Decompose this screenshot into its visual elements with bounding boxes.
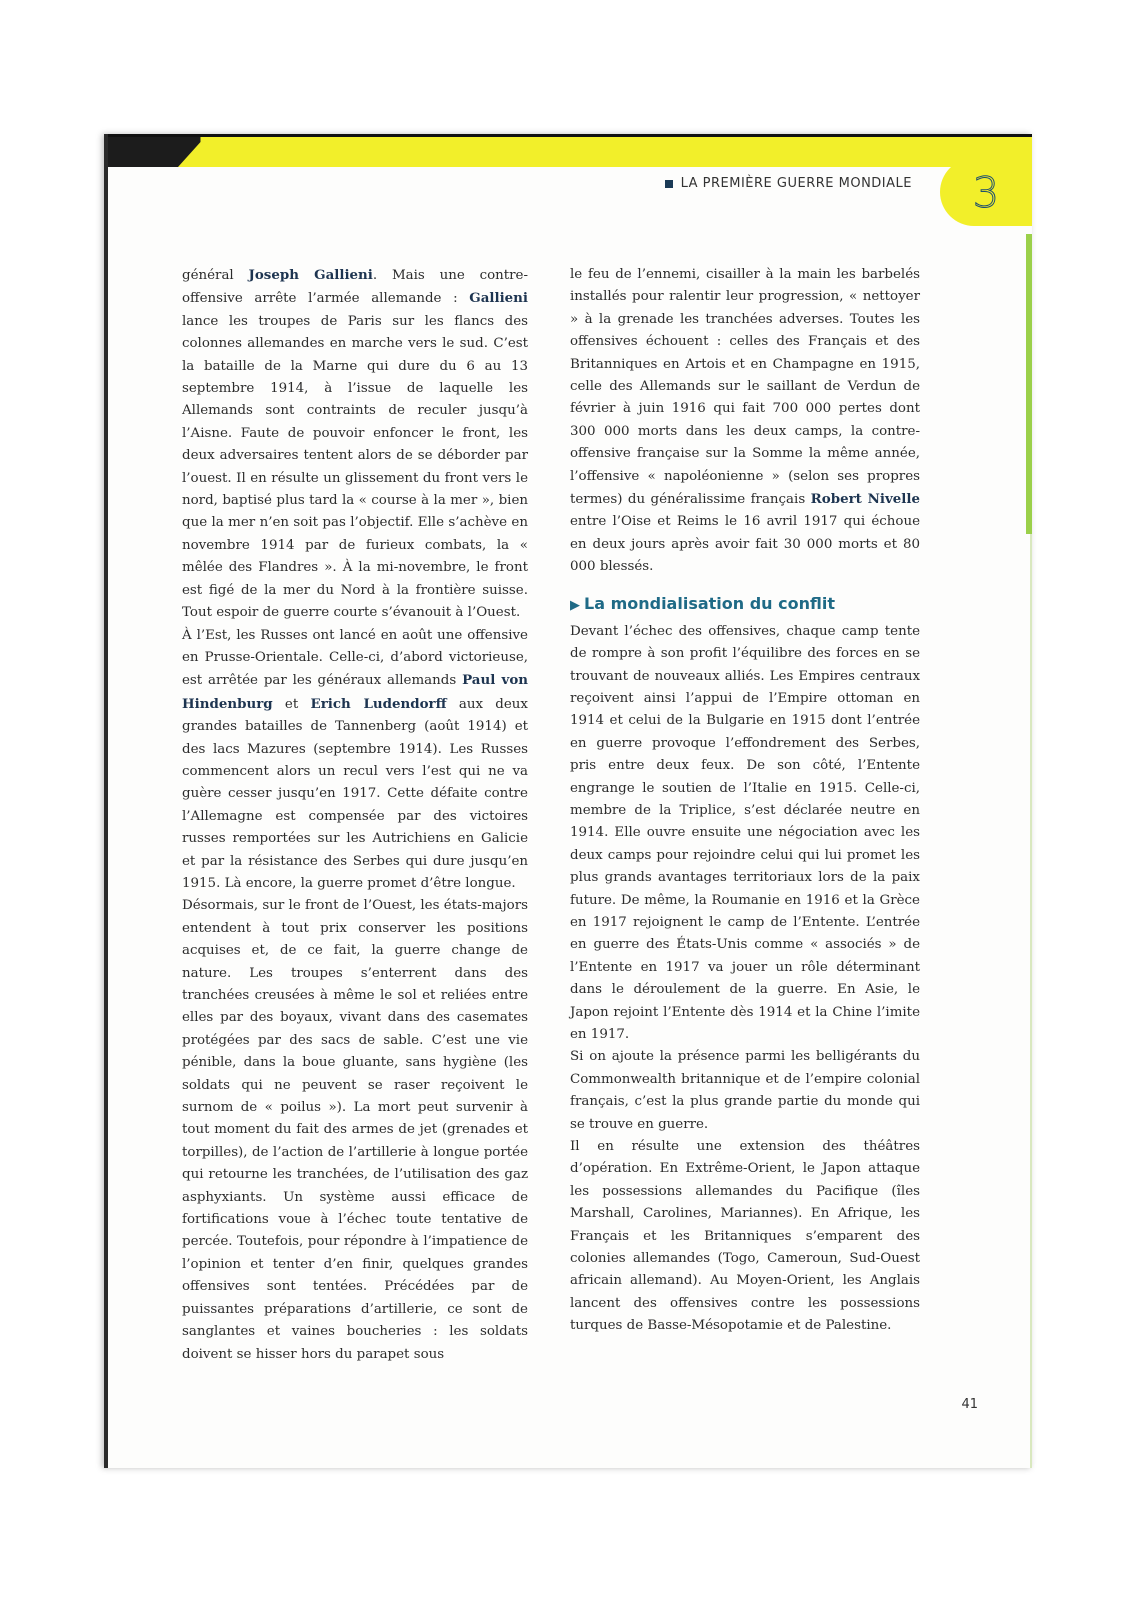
text-run: À l’Est, les Russes ont lancé en août une offensive en Prusse-Orientale. Celle-ci, d’abord victorieuse, est arrêtée par les généraux allemands xyxy=(182,627,528,689)
paragraph xyxy=(182,264,528,625)
running-header-title: LA PREMIÈRE GUERRE MONDIALE xyxy=(680,176,912,191)
paragraph: Désormais, sur le front de l’Ouest, les états-majors entendent à tout prix conserver les positions acquises et, de ce fait, la guerre change de nature. Les troupes s’enterrent dans des tranchées creusées à même le sol et reliées entre elles par des boyaux, vivant dans des casemates protégées par des sacs de sable. C’est une vie pénible, dans la boue gluante, sans hygiène (les soldats qui ne peuvent se raser reçoivent le surnom de « poilus »). La mort peut survenir à tout moment du fait des armes de jet (grenades et torpilles), de l’action de l’artillerie à longue portée qui retourne les tranchées, de l’utilisation des gaz asphyxiants. Un système aussi efficace de fortifications voue à l’échec toute tentative de percée. Toutefois, pour répondre à l’impatience de l’opinion et tenter d’en finir, quelques grandes offensives sont tentées. Précédées par de puissantes préparations d’artillerie, ce sont de sanglantes et vaines boucheries : les soldats doivent se hisser hors du parapet sous xyxy=(182,898,528,1362)
header-square-icon xyxy=(665,180,673,188)
text-run: général xyxy=(182,268,249,283)
text-run: le feu de l’ennemi, cisailler à la main les barbelés installés pour ralentir leur progression, « nettoyer » à la grenade les tranchées adverses. Toutes les offensives échouent : celles des Français et des Britanniques en Artois et en Champagne en 1915, celle des Allemands sur le saillant de Verdun de février à juin 1916 qui fait 700 000 pertes dont 300 000 morts dans les deux camps, la contre-offensive française sur la Somme la même année, l’offensive « napoléonienne » (selon ses propres termes) du généralissime français xyxy=(570,267,920,508)
triangle-arrow-icon: ▶ xyxy=(570,597,580,613)
text-run: aux deux grandes batailles de Tannenberg (août 1914) et des lacs Mazures (septembre 1914). Les Russes commencent alors un recul vers l’est qui ne va guère cesser jusqu’en 1917. Cette défaite contre l’Allemagne est compensée par des victoires russes remportées sur les Autrichiens en Galicie et par la résistance des Serbes qui dure jusqu’en 1915. Là encore, la guerre promet d’être longue. xyxy=(182,696,528,891)
left-column xyxy=(182,264,528,1366)
chapter-badge xyxy=(940,158,1032,226)
person-name: Gallieni xyxy=(469,290,528,307)
side-green-rule xyxy=(1026,234,1032,534)
text-run: et xyxy=(272,696,311,712)
section-heading-text: La mondialisation du conflit xyxy=(584,593,835,613)
text-run: entre l’Oise et Reims le 16 avril 1917 qui échoue en deux jours après avoir fait 30 000 morts et 80 000 blessés. xyxy=(570,514,920,575)
right-column xyxy=(570,264,920,1338)
person-name: Erich Ludendorff xyxy=(310,695,447,712)
text-run: lance les troupes de Paris sur les flancs des colonnes allemandes en marche vers le sud. C’est la bataille de la Marne qui dure du 6 au 13 septembre 1914, à l’issue de laquelle les Allemands sont contraints de reculer jusqu’à l’Aisne. Faute de pouvoir enfoncer le front, les deux adversaires tentent alors de se déborder par l’ouest. Il en résulte un glissement du front vers le nord, baptisé plus tard la « course à la mer », bien que la mer n’en soit pas l’objectif. Elle s’achève en novembre 1914 par de furieux combats, la « mêlée des Flandres ». À la mi-novembre, le front est figé de la mer du Nord à la frontière suisse. Tout espoir de guerre courte s’évanouit à l’Ouest. xyxy=(182,313,528,621)
top-color-bar xyxy=(108,134,1032,167)
person-name: Robert Nivelle xyxy=(810,491,920,508)
page-number: 41 xyxy=(961,1397,978,1412)
paragraph xyxy=(182,625,528,896)
side-thin-rule xyxy=(1030,534,1032,1468)
book-page xyxy=(104,134,1032,1468)
paragraph: Il en résulte une extension des théâtres d’opération. En Extrême-Orient, le Japon attaque les possessions allemandes du Pacifique (îles Marshall, Carolines, Mariannes). En Afrique, les Français et les Britanniques s’emparent des colonies allemandes (Togo, Cameroun, Sud-Ouest africain allemand). Au Moyen-Orient, les Anglais lancent des offensives contre les possessions turques de Basse-Mésopotamie et de Palestine. xyxy=(570,1139,920,1334)
section-heading xyxy=(570,593,920,617)
running-header xyxy=(665,176,912,191)
paragraph: Devant l’échec des offensives, chaque camp tente de rompre à son profit l’équilibre des forces en se trouvant de nouveaux alliés. Les Empires centraux reçoivent ainsi l’appui de l’Empire ottoman en 1914 et celui de la Bulgarie en 1915 dont l’entrée en guerre provoque l’effondrement des Serbes, pris entre deux feux. De son côté, l’Entente engrange le soutien de l’Italie en 1915. Celle-ci, membre de la Triplice, s’est déclarée neutre en 1914. Elle ouvre ensuite une négociation avec les deux camps pour rejoindre celui qui lui promet les plus grands avantages territoriaux lors de la paix future. De même, la Roumanie en 1916 et la Grèce en 1917 rejoignent le camp de l’Entente. L’entrée en guerre des États-Unis comme « associés » de l’Entente en 1917 va jouer un rôle déterminant dans le déroulement de la guerre. En Asie, le Japon rejoint l’Entente dès 1914 et la Chine l’imite en 1917. xyxy=(570,623,920,1042)
paragraph xyxy=(570,264,920,579)
paragraph: Si on ajoute la présence parmi les belligérants du Commonwealth britannique et de l’empire colonial français, c’est la plus grande partie du monde qui se trouve en guerre. xyxy=(570,1049,920,1132)
person-name: Joseph Gallieni xyxy=(248,267,373,283)
top-bar-wedge xyxy=(178,137,268,167)
person-name: Paul von Hindenburg xyxy=(182,672,528,712)
text-run: . Mais une contre-offensive arrête l’armée allemande : xyxy=(182,268,529,307)
chapter-number: 3 xyxy=(972,167,1000,217)
